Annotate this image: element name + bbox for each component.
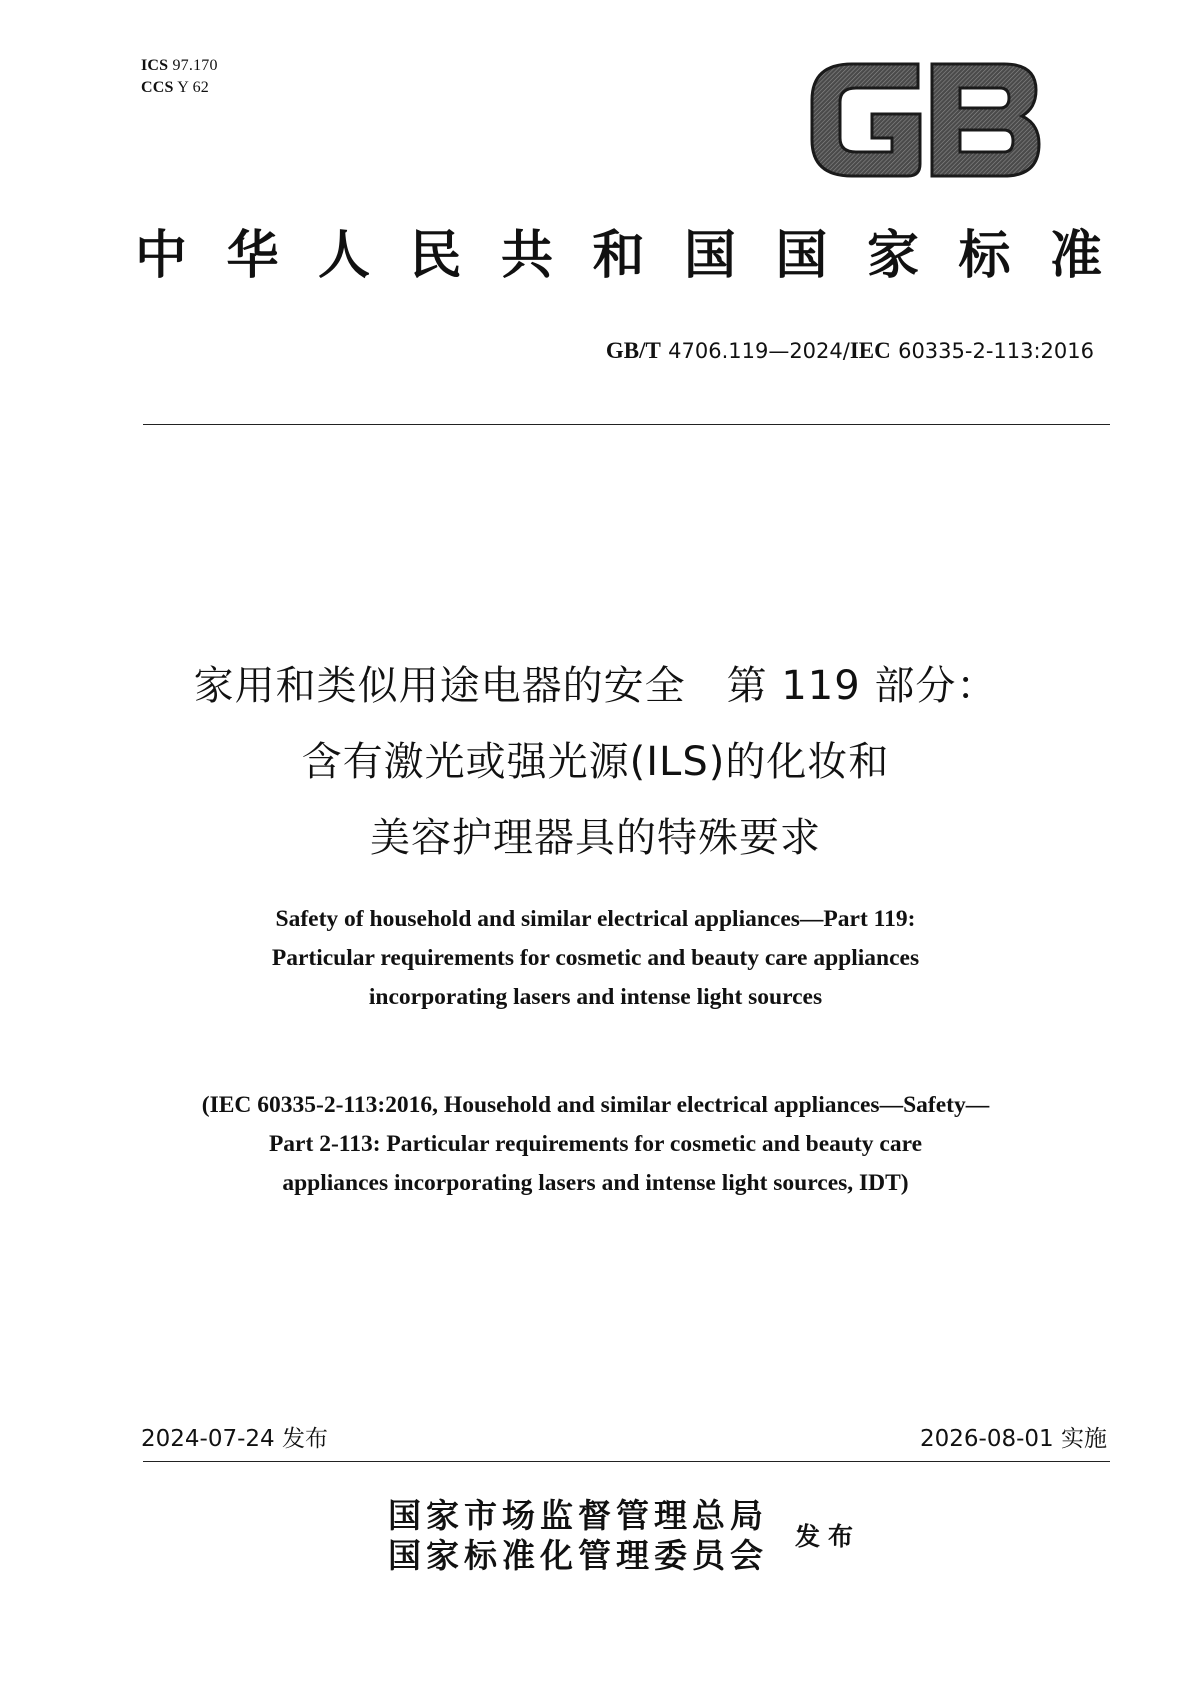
chinese-title (0, 648, 1191, 876)
english-title-line: Safety of household and similar electrical appliances—Part 119: (275, 906, 916, 932)
chinese-title-line: 家用和类似用途电器的安全 第 119 部分： (193, 663, 998, 709)
divider-top (143, 424, 1110, 425)
issuer-samr: 国家市场监督管理总局 (388, 1496, 768, 1535)
ccs-label: CCS (141, 79, 174, 96)
gb-logo (808, 60, 1043, 180)
implementation-date: 2026-08-01 实施 (920, 1426, 1107, 1452)
national-standard-title: 中华人民共和国国家标准 (135, 226, 1110, 286)
ics-value: 97.170 (172, 57, 218, 74)
english-title (0, 900, 1191, 1017)
chinese-title-line: 美容护理器具的特殊要求 (370, 815, 821, 861)
classification-codes (141, 55, 218, 99)
ccs-value: Y 62 (177, 79, 209, 96)
standard-prefix: GB/T (605, 338, 661, 363)
ics-label: ICS (141, 57, 169, 74)
issue-label: 发布 (795, 1522, 862, 1551)
logo-letter-b (932, 64, 1039, 176)
ics-code (141, 55, 218, 77)
english-title-line: Particular requirements for cosmetic and beauty care appliances (271, 945, 920, 971)
iec-title-line: Part 2-113: Particular requirements for cosmetic and beauty care (268, 1131, 923, 1157)
issuing-authorities (388, 1496, 768, 1576)
issue-date: 2024-07-24 发布 (141, 1426, 328, 1452)
standard-number (606, 336, 1094, 366)
issuer-sac: 国家标准化管理委员会 (388, 1536, 768, 1575)
iec-equivalent-title (0, 1086, 1191, 1203)
iec-prefix: IEC (849, 338, 891, 363)
logo-letter-g (812, 64, 920, 176)
iec-code: 60335-2-113:2016 (898, 339, 1094, 363)
ccs-code (141, 77, 218, 99)
iec-title-line: appliances incorporating lasers and intense light sources, IDT) (282, 1170, 909, 1196)
iec-title-line: (IEC 60335-2-113:2016, Household and similar electrical appliances—Safety— (201, 1092, 990, 1118)
chinese-title-line: 含有激光或强光源(ILS)的化妆和 (301, 739, 890, 785)
english-title-line: incorporating lasers and intense light sources (368, 984, 823, 1010)
standard-code: 4706.119—2024/ (668, 339, 850, 363)
divider-bottom (143, 1461, 1110, 1462)
